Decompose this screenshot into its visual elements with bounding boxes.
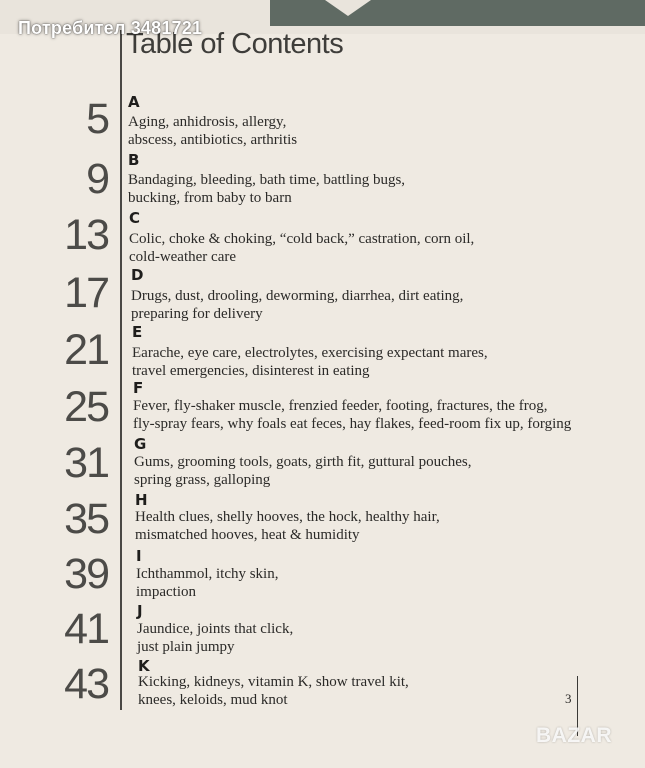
topic-list: [138, 673, 578, 709]
page-ref: 13: [64, 211, 108, 259]
section-letter: C: [129, 209, 141, 227]
topic-line: Drugs, dust, drooling, deworming, diarrhea, dirt eating,: [131, 288, 464, 304]
topic-list: [132, 344, 572, 380]
topic-line: Colic, choke & choking, “cold back,” castration, corn oil,: [129, 231, 475, 247]
page-ref: 5: [86, 95, 108, 143]
topic-line: Gums, grooming tools, goats, girth fit, guttural pouches,: [134, 454, 472, 470]
topic-line: Bandaging, bleeding, bath time, battling bugs,: [128, 172, 406, 188]
page-ref: 39: [64, 550, 108, 598]
topic-line: mismatched hooves, heat & humidity: [135, 527, 360, 543]
topic-line: abscess, antibiotics, arthritis: [128, 132, 298, 148]
page-ref: 25: [64, 383, 108, 431]
section-letter: D: [131, 266, 144, 284]
topic-list: [134, 453, 574, 489]
topic-line: Aging, anhidrosis, allergy,: [128, 114, 287, 130]
topic-line: spring grass, galloping: [134, 472, 271, 488]
page-ref: 35: [64, 495, 108, 543]
section-letter: B: [128, 151, 140, 169]
topic-line: Fever, fly-shaker muscle, frenzied feeder, footing, fractures, the frog,: [133, 398, 548, 414]
topic-list: [133, 397, 603, 433]
section-letter: F: [133, 379, 144, 397]
page-ref: 41: [64, 605, 108, 653]
page-ref: 31: [64, 439, 108, 487]
topic-line: Health clues, shelly hooves, the hock, healthy hair,: [135, 509, 440, 525]
topic-line: impaction: [136, 584, 196, 600]
topic-line: knees, keloids, mud knot: [138, 692, 288, 708]
topic-list: [128, 171, 568, 207]
page-number: 3: [565, 691, 572, 706]
topic-list: [137, 620, 577, 656]
topic-list: [128, 113, 568, 149]
watermark: Потребител 3481721: [18, 18, 203, 38]
section-letter: H: [135, 491, 148, 509]
vertical-rule: [120, 30, 122, 710]
section-letter: G: [134, 435, 147, 453]
topic-line: Jaundice, joints that click,: [137, 621, 294, 637]
page-title: Table of Contents: [126, 28, 344, 60]
section-letter: A: [128, 93, 140, 111]
topic-line: cold-weather care: [129, 249, 237, 265]
bazar-logo: BAZAR: [536, 724, 612, 747]
topic-list: [135, 508, 575, 544]
page-ref: 21: [64, 326, 108, 374]
topic-list: [136, 565, 576, 601]
page-ref: 9: [86, 155, 108, 203]
topic-list: [131, 287, 571, 323]
section-letter: K: [138, 657, 150, 675]
topic-list: [129, 230, 569, 266]
section-letter: I: [136, 547, 142, 565]
topic-line: bucking, from baby to barn: [128, 190, 292, 206]
topic-line: preparing for delivery: [131, 306, 263, 322]
section-letter: J: [137, 602, 143, 620]
topic-line: just plain jumpy: [137, 639, 235, 655]
header-notch: [325, 0, 371, 16]
topic-line: Earache, eye care, electrolytes, exercising expectant mares,: [132, 345, 488, 361]
topic-line: fly-spray fears, why foals eat feces, hay flakes, feed-room fix up, forging: [133, 416, 572, 432]
page-ref: 17: [64, 269, 108, 317]
topic-line: travel emergencies, disinterest in eating: [132, 363, 370, 379]
section-letter: E: [132, 323, 143, 341]
topic-line: Kicking, kidneys, vitamin K, show travel kit,: [138, 674, 409, 690]
page-ref: 43: [64, 660, 108, 708]
topic-line: Ichthammol, itchy skin,: [136, 566, 279, 582]
